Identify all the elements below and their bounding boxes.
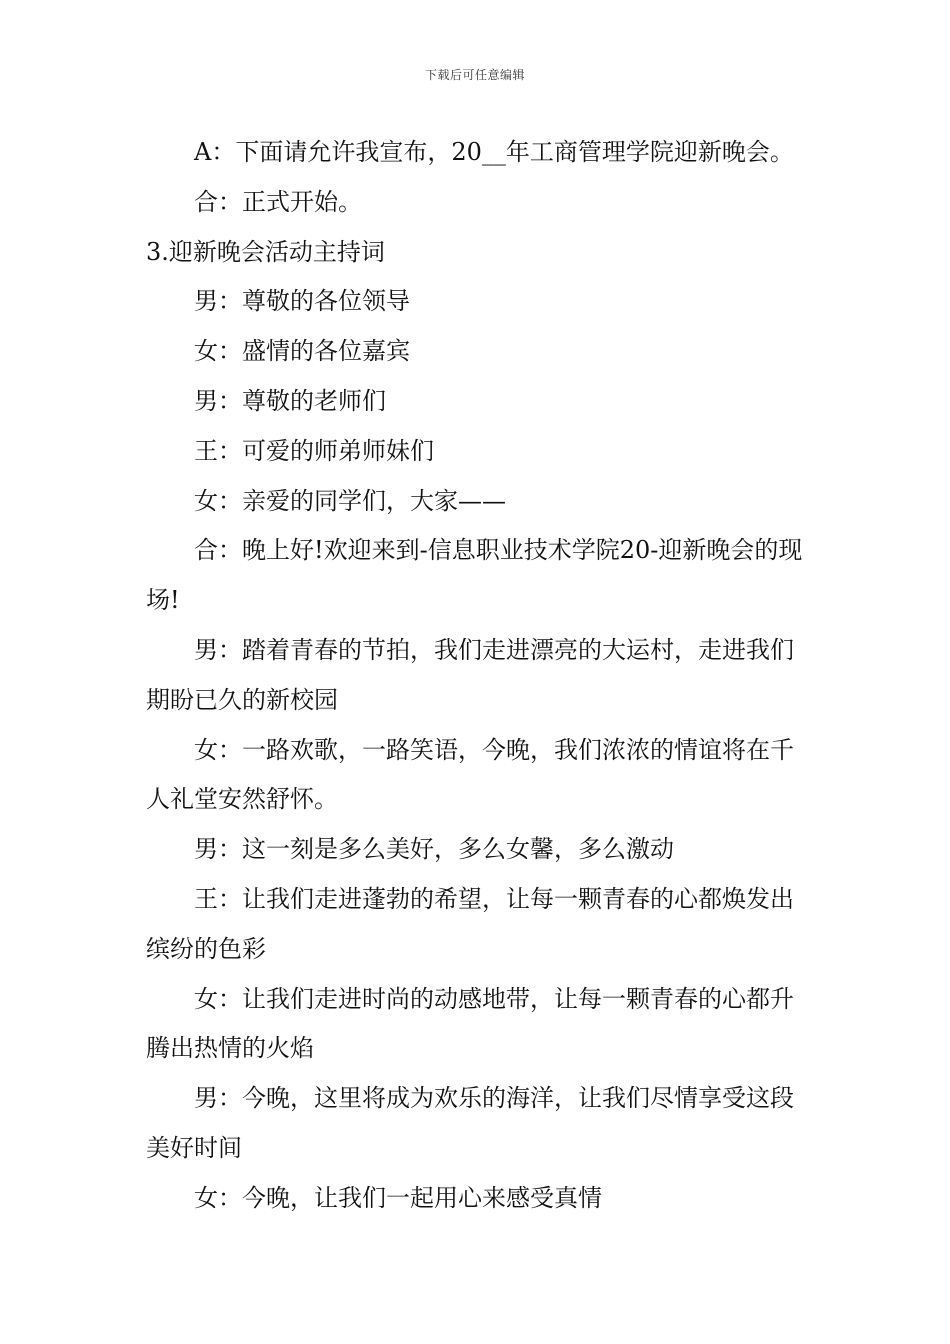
paragraph: 男：尊敬的各位领导 — [194, 287, 410, 316]
paragraph: 男：这一刻是多么美好，多么女馨，多么激动 — [194, 835, 674, 864]
paragraph: A：下面请允许我宣布，20__年工商管理学院迎新晚会。 — [194, 138, 794, 166]
paragraph: 女：让我们走进时尚的动感地带，让每一颗青春的心都升腾出热情的火焰 — [146, 984, 794, 1063]
paragraph: 男：今晚，这里将成为欢乐的海洋，让我们尽情享受这段美好时间 — [146, 1084, 794, 1162]
paragraph: 女：亲爱的同学们，大家—— — [194, 486, 506, 515]
paragraph: 男：尊敬的老师们 — [194, 386, 386, 415]
page-header-note: 下载后可任意编辑 — [424, 68, 525, 82]
paragraph: 男：踏着青春的节拍，我们走进漂亮的大运村，走进我们期盼已久的新校园 — [146, 635, 794, 714]
paragraph: 合：正式开始。 — [194, 187, 362, 216]
paragraph: 王：让我们走进蓬勃的希望，让每一颗青春的心都焕发出缤纷的色彩 — [146, 884, 794, 963]
paragraph: 女：今晚，让我们一起用心来感受真情 — [194, 1183, 602, 1212]
section-heading: 3.迎新晚会活动主持词 — [146, 237, 385, 266]
paragraph: 合：晚上好!欢迎来到-信息职业技术学院20-迎新晚会的现场! — [146, 536, 803, 615]
document-body — [146, 128, 810, 1224]
paragraph: 女：盛情的各位嘉宾 — [194, 337, 410, 366]
paragraph: 王：可爱的师弟师妹们 — [194, 436, 434, 465]
paragraph: 女：一路欢歌，一路笑语，今晚，我们浓浓的情谊将在千人礼堂安然舒怀。 — [146, 735, 794, 814]
